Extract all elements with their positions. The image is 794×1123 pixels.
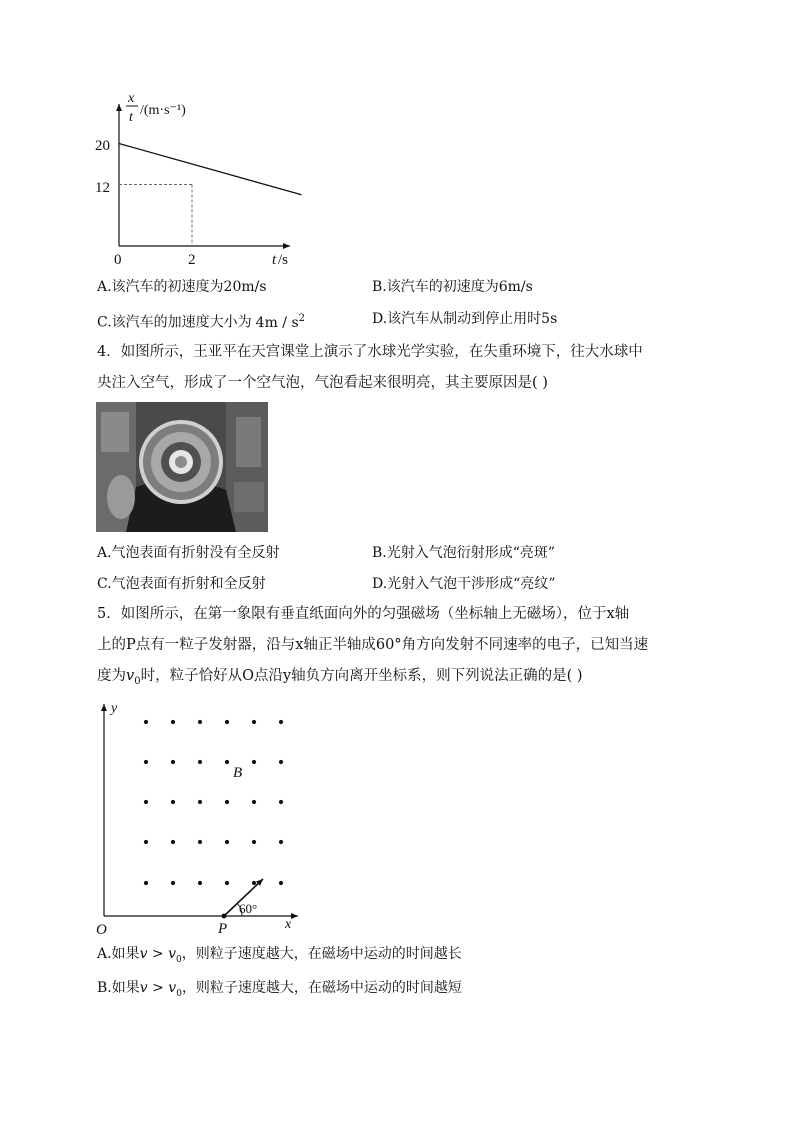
y-label-numerator: x [128,91,135,106]
field-dot [279,840,283,844]
y-tick-20: 20 [95,138,110,154]
q5-line3-pre: 度为 [97,668,126,684]
field-dot [198,720,202,724]
q5-line3-post: 时，粒子恰好从O点沿y轴负方向离开坐标系，则下列说法正确的是( ) [140,668,583,684]
q5-option-b [97,978,462,1004]
field-dot [144,840,148,844]
q3-option-c [97,309,305,333]
field-dot [198,800,202,804]
q3-option-b: B.该汽车的初速度为6m/s [372,279,533,295]
field-dot [144,800,148,804]
field-dot [198,760,202,764]
field-dot [144,720,148,724]
field-dot [225,881,229,885]
q3-option-d: D.该汽车从制动到停止用时5s [372,311,558,327]
fig-y-label: y [111,701,118,716]
q5-stem-line3 [97,666,583,692]
q5-option-a [97,944,462,970]
q5-b-pre: B.如果 [97,980,140,996]
field-dot [252,800,256,804]
q5-v0-subscript: 0 [134,675,141,687]
q5-b-post: ，则粒子速度越大，在磁场中运动的时间越短 [181,980,462,996]
fig-b-label: B [233,765,243,781]
field-dot [171,881,175,885]
origin-label: 0 [114,252,122,268]
q3-option-c-value: 4m / s [255,314,299,331]
field-dot [279,881,283,885]
q4-stem-line1: 4．如图所示，王亚平在天宫课堂上演示了水球光学实验，在失重环境下，往大水球中 [97,344,643,360]
field-dot [225,760,229,764]
y-label-denominator: t [129,110,133,125]
x-tick-2: 2 [188,252,196,268]
field-dot [252,760,256,764]
field-dot [171,760,175,764]
field-dot [225,800,229,804]
q4-option-a: A.气泡表面有折射没有全反射 [97,545,280,561]
q4-option-d: D.光射入气泡干涉形成“亮纹” [372,576,556,592]
field-dot [279,760,283,764]
q5-stem-line1: 5．如图所示，在第一象限有垂直纸面向外的匀强磁场（坐标轴上无磁场），位于x轴 [97,606,630,622]
field-dot [252,881,256,885]
field-dot [198,881,202,885]
q5-b-cond: v > v [139,980,177,996]
q5-v0-symbol: v [126,668,135,684]
q5-a-post: ，则粒子速度越大，在磁场中运动的时间越长 [181,946,462,962]
q5-a-sub: 0 [176,954,182,965]
field-dot [198,840,202,844]
y-label-unit: /(m·s⁻¹) [140,103,186,118]
field-dot [171,720,175,724]
q5-a-cond: v > v [139,946,177,962]
fig-angle-label: 60° [239,901,258,916]
field-dot [171,840,175,844]
fig-x-label: x [285,917,292,932]
q4-stem-line2: 央注入空气，形成了一个空气泡，气泡看起来很明亮，其主要原因是( ) [97,375,548,391]
q5-stem-line2: 上的P点有一粒子发射器，沿与x轴正半轴成60°角方向发射不同速率的电子，已知当速 [97,637,649,653]
field-dot [144,760,148,764]
q4-option-b: B.光射入气泡衍射形成“亮斑” [372,545,556,561]
velocity-time-graph [90,90,310,270]
field-dots [144,720,283,885]
field-dot [279,720,283,724]
field-dot [279,800,283,804]
q5-b-sub: 0 [176,988,182,999]
fig-origin-label: O [96,922,107,938]
field-dot [252,840,256,844]
x-label-unit: /s [278,252,289,268]
q5-a-pre: A.如果 [97,946,140,962]
field-dot [252,720,256,724]
field-dot [171,800,175,804]
q4-option-c: C.气泡表面有折射和全反射 [97,576,266,592]
y-tick-12: 12 [95,180,110,196]
water-ball-photo [96,402,268,532]
q3-option-c-exponent: 2 [298,313,306,324]
field-dot [144,881,148,885]
data-line [119,144,302,195]
x-label-t: t [272,252,277,268]
fig-p-label: P [218,921,228,937]
magnetic-field-figure [92,698,312,938]
field-dot [225,720,229,724]
q3-option-c-text: C.该汽车的加速度大小为 [97,314,252,331]
field-dot [225,840,229,844]
q3-option-a: A.该汽车的初速度为20m/s [97,279,267,295]
